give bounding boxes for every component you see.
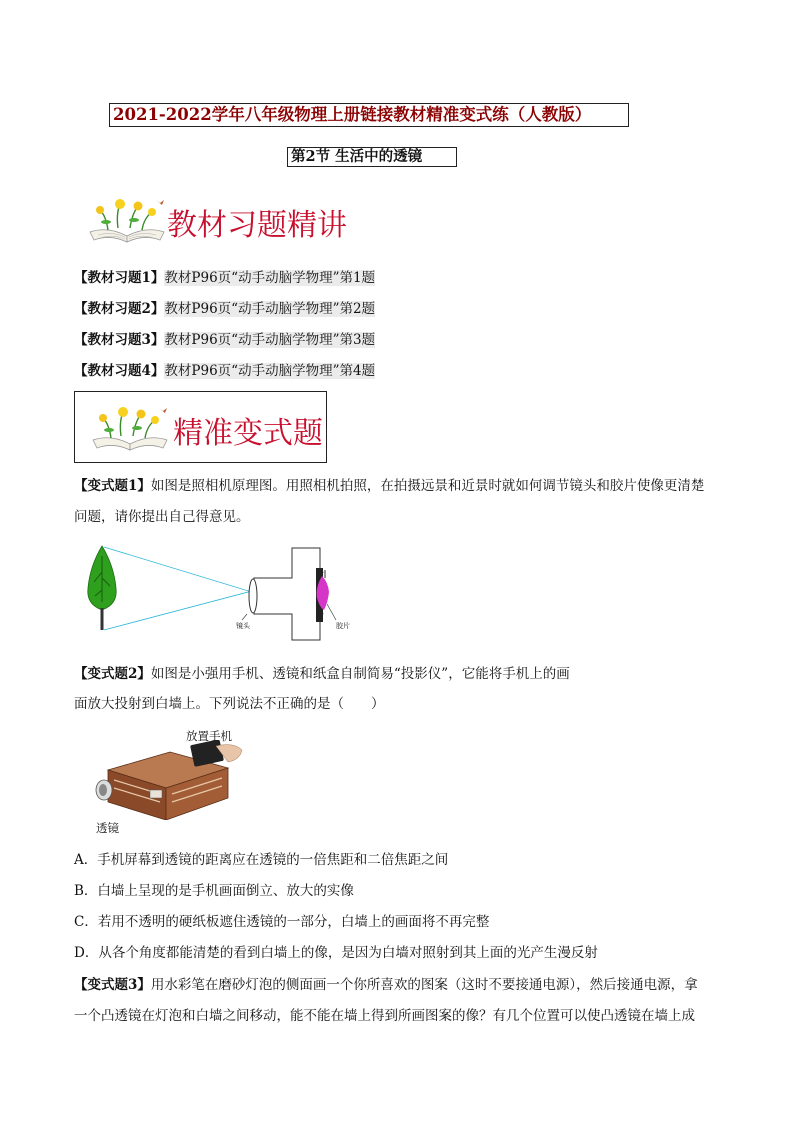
section2-banner [74, 391, 327, 463]
camera-principle-diagram [84, 542, 364, 642]
option-c: C．若用不透明的硬纸板遮住透镜的一部分，白墙上的画面将不再完整 [74, 914, 490, 930]
projector-lens-label: 透镜 [96, 821, 119, 835]
lens-icon [249, 579, 257, 613]
option-a: A．手机屏幕到透镜的距离应在透镜的一倍焦距和二倍焦距之间 [74, 852, 449, 868]
open-book-flowers-icon [89, 404, 171, 452]
section1-banner-title: 教材习题精讲 [167, 208, 347, 243]
question-3-line-1: 【变式题3】用水彩笔在磨砂灯泡的侧面画一个你所喜欢的图案（这时不要接通电源），然后接通电源，拿 [74, 977, 698, 993]
textbook-exercise-2: 【教材习题2】教材P96页“动手动脑学物理”第2题 [74, 301, 376, 317]
lens-label: 镜头 [236, 622, 250, 630]
option-b: B．白墙上呈现的是手机画面倒立、放大的实像 [74, 883, 354, 899]
phone-projector-illustration [92, 726, 252, 836]
place-phone-label: 放置手机 [186, 729, 232, 743]
film-label: 胶片 [336, 622, 350, 630]
textbook-exercise-4: 【教材习题4】教材P96页“动手动脑学物理”第4题 [74, 363, 376, 379]
question-1-line-1: 【变式题1】如图是照相机原理图。用照相机拍照，在拍摄远景和近景时就如何调节镜头和胶片使像更清楚 [74, 478, 705, 494]
phone-icon [190, 740, 224, 767]
document-title: 2021-2022学年八年级物理上册链接教材精准变式练（人教版） [109, 103, 629, 127]
textbook-exercise-1: 【教材习题1】教材P96页“动手动脑学物理”第1题 [74, 270, 376, 286]
question-2-line-2: 面放大投射到白墙上。下列说法不正确的是（ ） [74, 696, 385, 712]
open-book-flowers-icon [86, 196, 168, 244]
section2-banner-title: 精准变式题 [173, 416, 323, 451]
textbook-exercise-3: 【教材习题3】教材P96页“动手动脑学物理”第3题 [74, 332, 376, 348]
option-d: D．从各个角度都能清楚的看到白墙上的像，是因为白墙对照射到其上面的光产生漫反射 [74, 945, 598, 961]
question-1-line-2: 问题，请你提出自己得意见。 [74, 509, 250, 525]
question-3-line-2: 一个凸透镜在灯泡和白墙之间移动，能不能在墙上得到所画图案的像？有几个位置可以使凸透镜在墙上成 [74, 1008, 695, 1024]
question-2-line-1: 【变式题2】如图是小强用手机、透镜和纸盒自制简易“投影仪”，它能将手机上的画 [74, 666, 570, 682]
section-subtitle: 第2节 生活中的透镜 [287, 147, 457, 167]
